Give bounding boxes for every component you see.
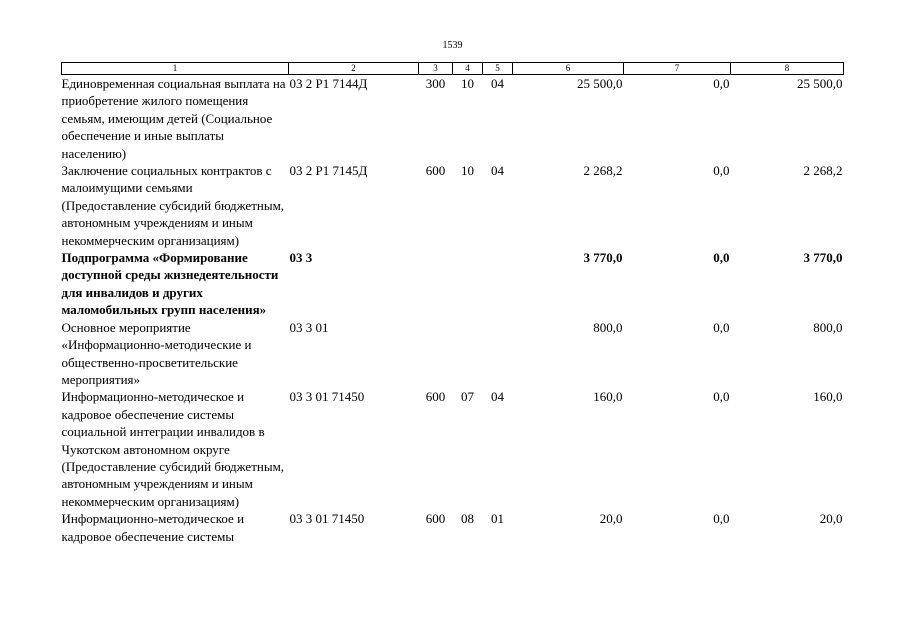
row-amount-col7: 0,0 bbox=[713, 76, 730, 91]
row-amount-col6: 3 770,0 bbox=[583, 250, 623, 266]
row-amount-col6: 160,0 bbox=[593, 389, 623, 405]
column-header-8: 8 bbox=[731, 63, 844, 75]
row-expense-type bbox=[419, 319, 453, 389]
row-code: 03 3 01 71450 bbox=[289, 511, 365, 527]
row-amount-col6: 800,0 bbox=[593, 319, 623, 335]
row-code: 03 2 Р1 7145Д bbox=[289, 163, 368, 179]
page-number: 1539 bbox=[442, 40, 463, 51]
row-amount-col7: 0,0 bbox=[713, 511, 730, 527]
column-header-6: 6 bbox=[513, 63, 624, 75]
row-amount-col8: 20,0 bbox=[819, 511, 843, 527]
table-row bbox=[62, 162, 844, 249]
row-code: 03 3 bbox=[289, 250, 313, 266]
row-amount-col7: 0,0 bbox=[713, 163, 730, 179]
row-amount-col8: 800,0 bbox=[813, 319, 843, 335]
row-code: 03 3 01 bbox=[289, 319, 329, 335]
column-header-5: 5 bbox=[483, 63, 513, 75]
row-section bbox=[453, 319, 483, 389]
row-expense-type: 600 bbox=[425, 511, 446, 527]
row-amount-col6: 2 268,2 bbox=[583, 163, 623, 179]
row-name: Информационно-методическое и кадровое обеспечение системы социальной интеграции инвалидов в Чукотском автономном округе (Предоставление субсидий бюджетным, автономным учреждениям и иным некоммерческим организациям) bbox=[61, 389, 285, 509]
row-expense-type bbox=[419, 249, 453, 319]
row-name: Подпрограмма «Формирование доступной среды жизнедеятельности для инвалидов и других маломобильных групп населения» bbox=[61, 250, 279, 318]
row-expense-type: 600 bbox=[425, 389, 446, 405]
row-amount-col7: 0,0 bbox=[713, 389, 730, 405]
row-code: 03 2 Р1 7144Д bbox=[289, 76, 368, 91]
column-header-7: 7 bbox=[624, 63, 731, 75]
row-name: Основное мероприятие «Информационно-методические и общественно-просветительские мероприятия» bbox=[61, 319, 252, 387]
row-amount-col6: 25 500,0 bbox=[577, 76, 623, 91]
table-row bbox=[62, 388, 844, 510]
row-amount-col8: 25 500,0 bbox=[797, 76, 843, 91]
row-section: 10 bbox=[461, 76, 474, 91]
table-row bbox=[62, 319, 844, 389]
row-section bbox=[453, 249, 483, 319]
budget-table bbox=[61, 62, 844, 545]
row-name: Информационно-методическое и кадровое обеспечение системы bbox=[61, 511, 245, 544]
row-amount-col7: 0,0 bbox=[713, 250, 730, 266]
row-amount-col6: 20,0 bbox=[599, 511, 623, 527]
row-expense-type: 300 bbox=[425, 76, 446, 91]
row-subsection: 04 bbox=[491, 163, 504, 179]
row-subsection bbox=[483, 249, 513, 319]
row-section: 07 bbox=[461, 389, 474, 405]
row-expense-type: 600 bbox=[425, 163, 446, 179]
column-header-3: 3 bbox=[419, 63, 453, 75]
column-header-2: 2 bbox=[289, 63, 419, 75]
row-subsection: 04 bbox=[491, 389, 504, 405]
row-amount-col8: 160,0 bbox=[813, 389, 843, 405]
row-section: 08 bbox=[461, 511, 474, 527]
table-row bbox=[62, 75, 844, 163]
row-subsection bbox=[483, 319, 513, 389]
row-amount-col8: 2 268,2 bbox=[803, 163, 843, 179]
row-name: Единовременная социальная выплата на приобретение жилого помещения семьям, имеющим детей (Социальное обеспечение и иные выплаты населению) bbox=[61, 76, 286, 161]
row-subsection: 01 bbox=[491, 511, 504, 527]
row-section: 10 bbox=[461, 163, 474, 179]
subprogram-row bbox=[62, 249, 844, 319]
row-amount-col7: 0,0 bbox=[713, 319, 730, 335]
row-code: 03 3 01 71450 bbox=[289, 389, 365, 405]
row-subsection: 04 bbox=[491, 76, 504, 91]
column-header-1: 1 bbox=[62, 63, 289, 75]
column-number-header bbox=[62, 63, 844, 75]
row-name: Заключение социальных контрактов с малоимущими семьями (Предоставление субсидий бюджетным, автономным учреждениям и иным некоммерческим организациям) bbox=[61, 163, 285, 248]
column-header-4: 4 bbox=[453, 63, 483, 75]
table-row bbox=[62, 510, 844, 545]
row-amount-col8: 3 770,0 bbox=[803, 250, 843, 266]
